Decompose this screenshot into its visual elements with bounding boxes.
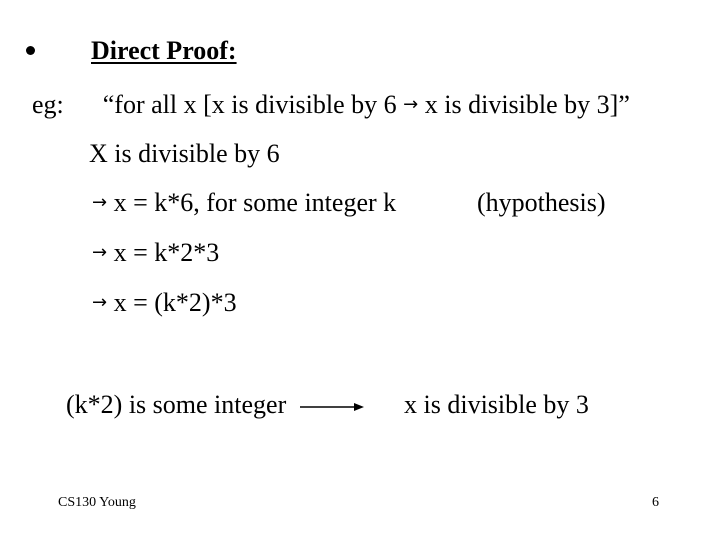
example-label: eg: [32, 90, 64, 119]
statement-rest-text: x is divisible by 3]” [424, 90, 630, 119]
step-1-text: x = k*6, for some integer k [113, 188, 397, 217]
implies-arrow-icon: → [403, 94, 419, 115]
step-2-arrow-icon: → [92, 242, 108, 263]
step-note: (hypothesis) [477, 188, 606, 217]
long-right-arrow-icon [300, 399, 364, 415]
example-line [32, 92, 630, 118]
conclusion-left: (k*2) is some integer [66, 390, 287, 419]
page-number: 6 [652, 495, 659, 510]
step-2-text: x = k*2*3 [113, 238, 220, 267]
step-2 [92, 240, 219, 266]
hypothesis-line: X is divisible by 6 [89, 139, 280, 168]
statement-text: “for all x [x is divisible by 6 [102, 90, 397, 119]
bullet-icon [26, 46, 35, 55]
step-3 [92, 290, 237, 316]
conclusion-right: x is divisible by 3 [404, 390, 589, 419]
step-3-text: x = (k*2)*3 [113, 288, 237, 317]
slide-title: Direct Proof: [91, 36, 237, 65]
step-3-arrow-icon: → [92, 292, 108, 313]
step-1 [92, 190, 396, 216]
footer-course: CS130 Young [58, 495, 136, 510]
step-1-arrow-icon: → [92, 192, 108, 213]
